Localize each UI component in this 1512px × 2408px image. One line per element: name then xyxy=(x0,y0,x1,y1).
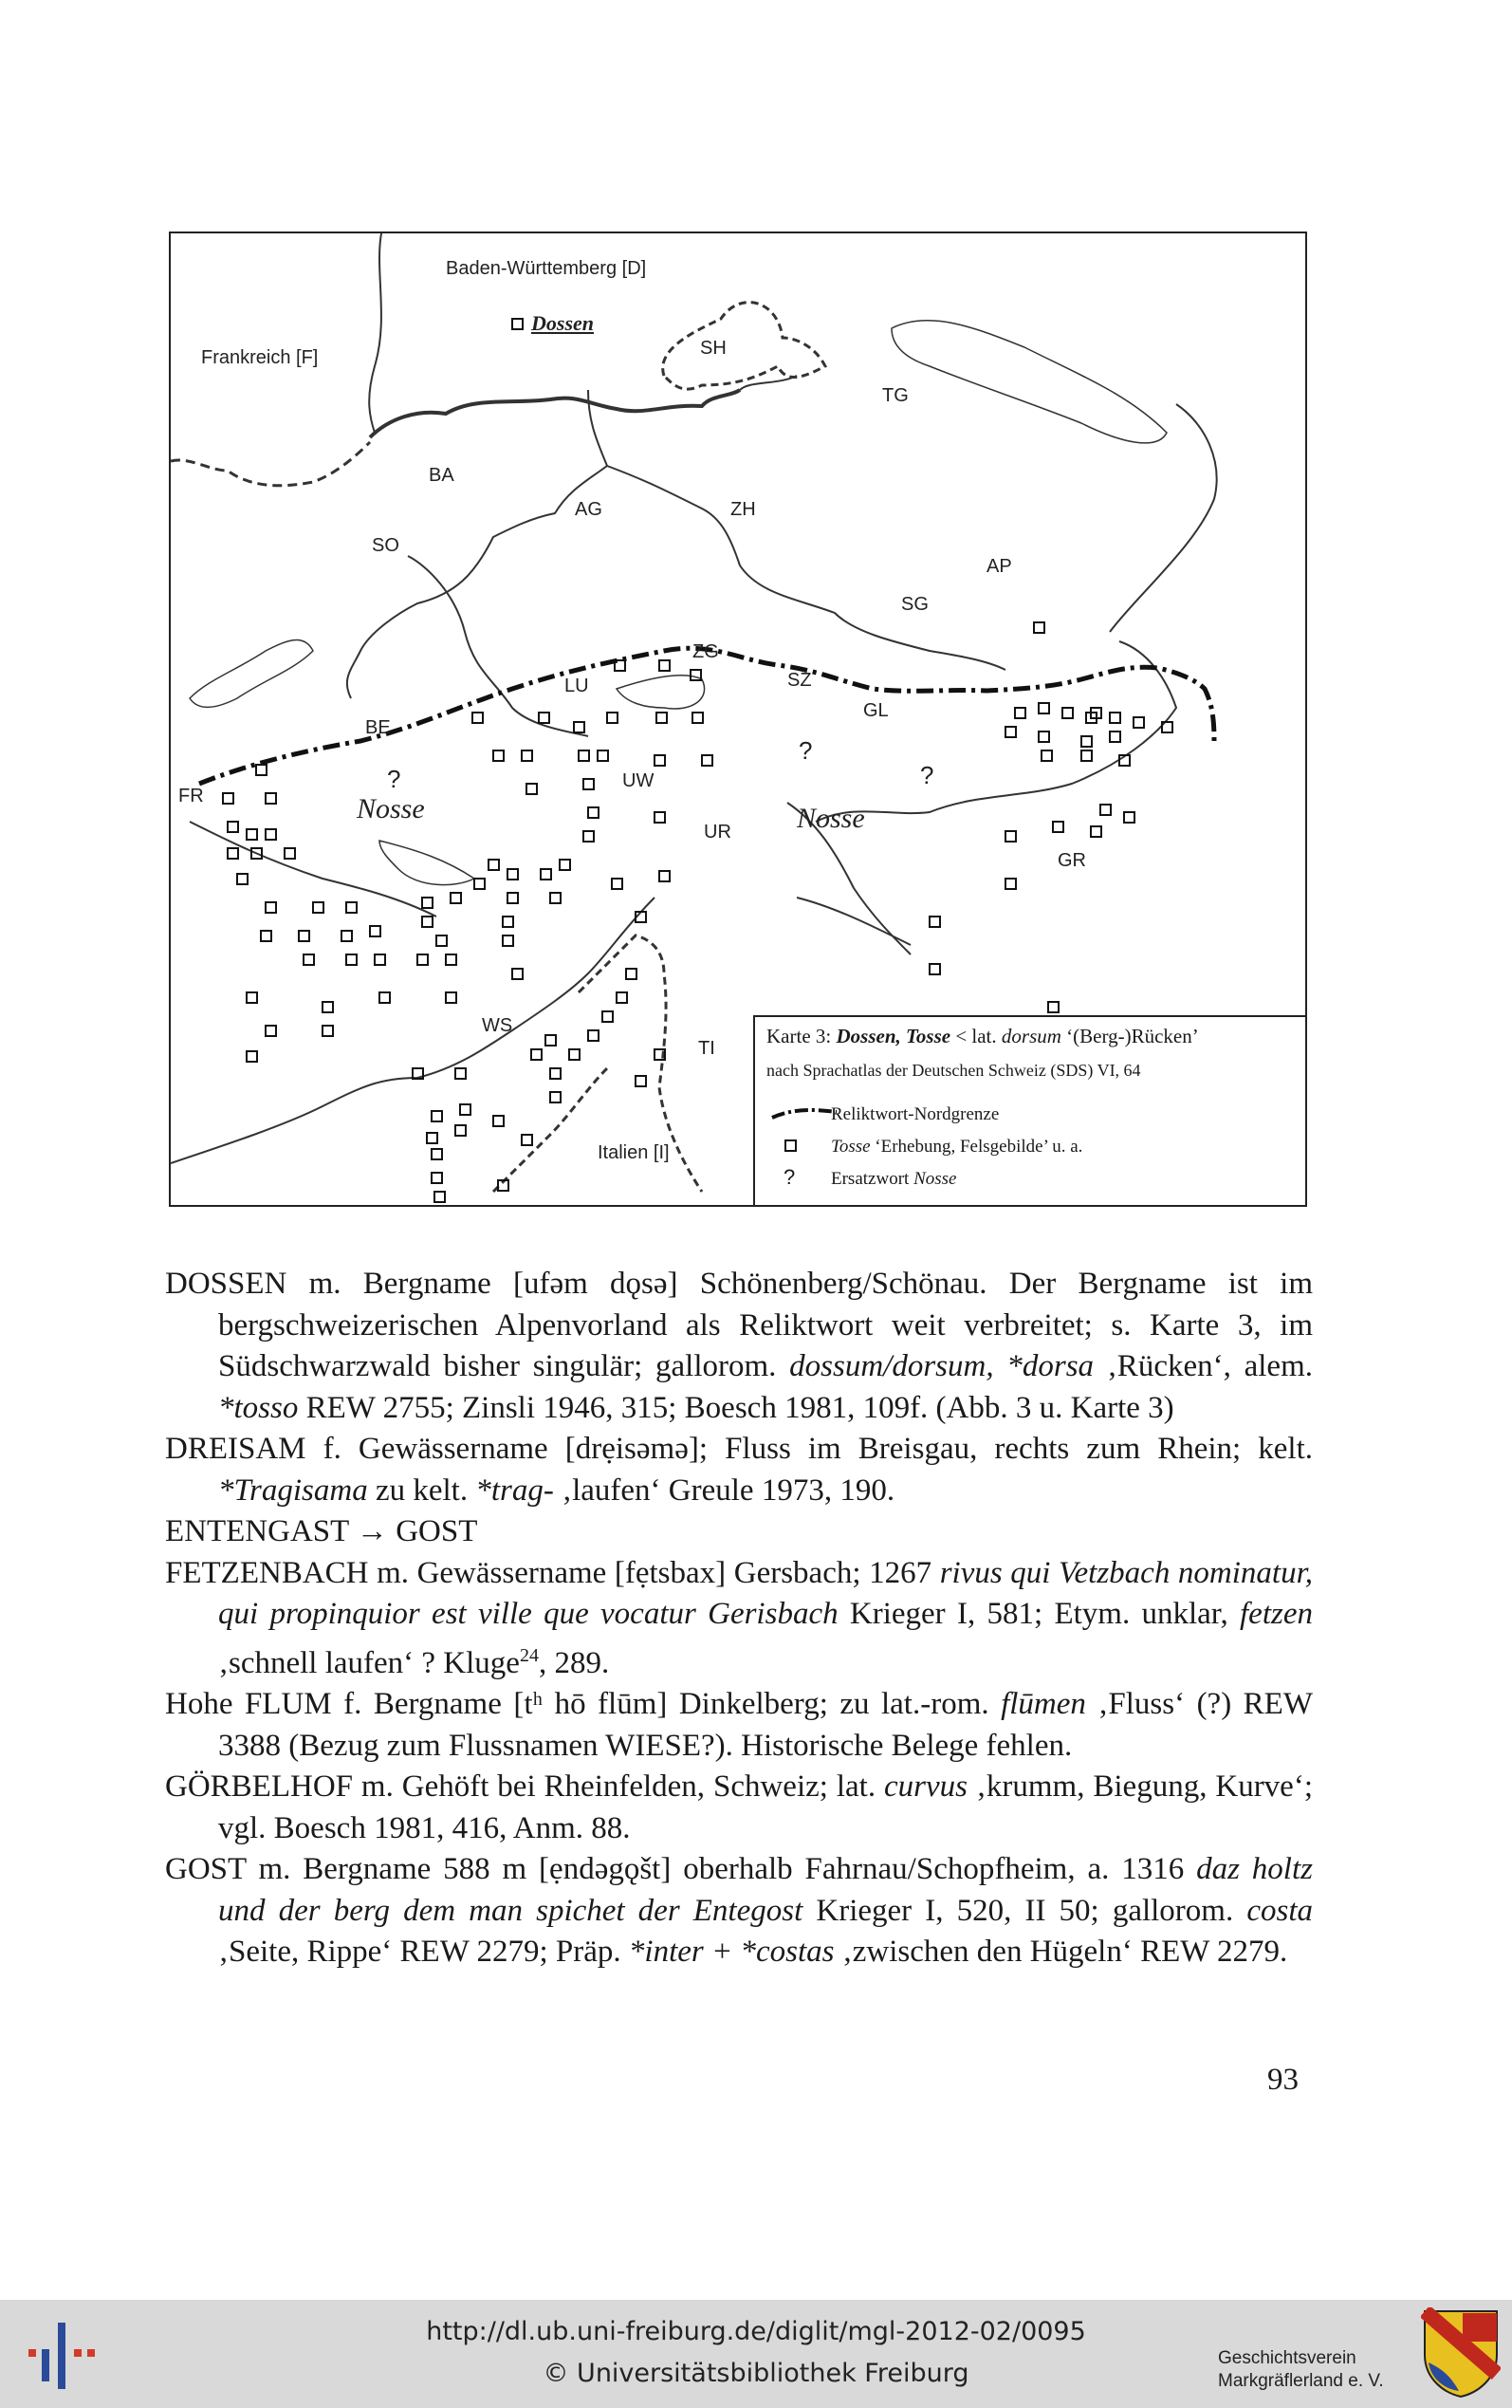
question-mark-symbol: ? xyxy=(784,1165,796,1189)
map-label-lu: LU xyxy=(564,676,589,696)
map-label-ur: UR xyxy=(704,822,731,843)
map-label-tg: TG xyxy=(882,385,909,406)
map-label-so: SO xyxy=(372,535,399,556)
entry-fetzenbach: FETZENBACH m. Gewässername [fẹtsbax] Gersbach; 1267 rivus qui Vetzbach nominatur, qui propinquior est ville que vocatur Gerisbach Krieger I, 581; Etym. unklar, fetzen ‚schnell laufen‘ ? Kluge$^{24}$, 289. xyxy=(165,1555,1313,1680)
legend-item-tosse: Tosse ‘Erhebung, Felsgebilde’ u. a. xyxy=(831,1137,1083,1157)
map-label-gl: GL xyxy=(863,700,889,721)
dictionary-entries xyxy=(165,1264,1313,1973)
map-label-zg: ZG xyxy=(692,641,719,662)
footer-org-name xyxy=(1218,2347,1384,2393)
coat-of-arms-icon xyxy=(1421,2307,1501,2399)
map-figure xyxy=(169,232,1307,1207)
page-number: 93 xyxy=(1267,2063,1299,2097)
map-label-dossen: Dossen xyxy=(531,311,595,335)
map-label-fr: FR xyxy=(178,786,204,806)
map-label-ba: BA xyxy=(429,465,454,486)
map-label-ap: AP xyxy=(986,556,1012,577)
map-label-ag: AG xyxy=(575,499,602,520)
map-label-sh: SH xyxy=(700,338,727,359)
org-line-1: Geschichtsverein xyxy=(1218,2348,1356,2368)
legend-subtitle: nach Sprachatlas der Deutschen Schweiz (SDS) VI, 64 xyxy=(766,1061,1141,1080)
map-label-zh: ZH xyxy=(730,499,756,520)
legend-item-boundary: Reliktwort-Nordgrenze xyxy=(831,1104,1000,1124)
map-label-q1: ? xyxy=(799,736,813,765)
legend-title: Karte 3: Dossen, Tosse < lat. dorsum ‘(Berg-)Rücken’ xyxy=(766,1025,1199,1047)
entry-goerbelhof: GÖRBELHOF m. Gehöft bei Rheinfelden, Schweiz; lat. curvus ‚krumm, Biegung, Kurve‘; vgl. Boesch 1981, 416, Anm. 88. xyxy=(165,1769,1313,1845)
map-label-be: BE xyxy=(365,717,391,738)
map-label-ti: TI xyxy=(698,1038,715,1059)
map-label-sg: SG xyxy=(901,594,929,615)
footer-bar xyxy=(0,2300,1512,2408)
footer-url-link[interactable]: http://dl.ub.uni-freiburg.de/diglit/mgl-2012-02/0095 xyxy=(426,2317,1086,2346)
map-legend xyxy=(753,1015,1307,1207)
legend-item-nosse: Ersatzwort Nosse xyxy=(831,1169,957,1189)
map-label-q3: ? xyxy=(387,765,401,793)
map-label-frankreich: Frankreich [F] xyxy=(201,347,319,368)
map-label-baden: Baden-Württemberg [D] xyxy=(446,258,647,279)
entry-entengast: ENTENGAST → GOST xyxy=(165,1514,478,1548)
map-label-sz: SZ xyxy=(787,670,812,691)
map-label-ws: WS xyxy=(482,1015,513,1036)
entry-gost: GOST m. Bergname 588 m [ẹndəgǫšt] oberhalb Fahrnau/Schopfheim, a. 1316 daz holtz und der berg dem man spichet der Entegost Krieger I, 520, II 50; gallorom. costa ‚Seite, Rippe‘ REW 2279; Präp. *inter + *costas ‚zwischen den Hügeln‘ REW 2279. xyxy=(165,1852,1313,1969)
footer-copyright: © Universitätsbibliothek Freiburg xyxy=(543,2359,969,2388)
map-label-nosse-west: Nosse xyxy=(357,793,425,824)
map-label-gr: GR xyxy=(1058,850,1086,871)
org-line-2: Markgräflerland e. V. xyxy=(1218,2371,1384,2391)
map-label-italien: Italien [I] xyxy=(598,1142,670,1163)
square-symbol-icon xyxy=(784,1139,799,1154)
entry-dreisam: DREISAM f. Gewässername [drẹisəmə]; Fluss im Breisgau, rechts zum Rhein; kelt. *Tragisama zu kelt. *trag- ‚laufen‘ Greule 1973, 190. xyxy=(165,1432,1313,1508)
entry-dossen: DOSSEN m. Bergname [ufəm dǫsə] Schönenberg/Schönau. Der Bergname ist im bergschweizerischen Alpenvorland als Reliktwort weit verbreitet; s. Karte 3, im Südschwarzwald bisher singulär; gallorom. dossum/dorsum, *dorsa ‚Rücken‘, alem. *tosso REW 2755; Zinsli 1946, 315; Boesch 1981, 109f. (Abb. 3 u. Karte 3) xyxy=(165,1267,1313,1425)
map-label-q2: ? xyxy=(920,761,934,789)
map-label-nosse-east: Nosse xyxy=(797,803,865,834)
entry-flum: Hohe FLUM f. Bergname [tʰ hō flūm] Dinkelberg; zu lat.-rom. flūmen ‚Fluss‘ (?) REW 3388 (Bezug zum Flussnamen WIESE?). Historische Belege fehlen. xyxy=(165,1687,1313,1763)
map-label-uw: UW xyxy=(622,770,655,791)
